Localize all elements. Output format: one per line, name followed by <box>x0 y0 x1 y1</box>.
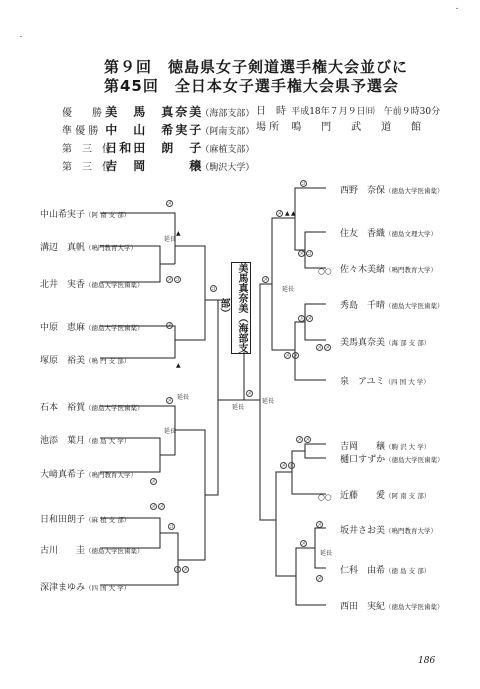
page-number: 186 <box>418 656 436 666</box>
title-line-1: 第９回 徳島県女子剣道選手権大会並びに <box>104 58 409 76</box>
technique-marker: メ <box>285 353 291 359</box>
left-player: 中山希実子（阿 南 支 部） <box>40 210 131 220</box>
technique-marker: メ <box>301 541 307 547</box>
technique-marker: ド <box>299 316 305 322</box>
encho-label: 延長 <box>164 236 177 243</box>
double-circle-marker: ◯◯ <box>318 268 332 275</box>
encho-label: 延長 <box>177 394 190 401</box>
encho-label: 延長 <box>320 550 333 557</box>
left-player: 池添 葉月（徳 島 大 学） <box>40 436 131 446</box>
encho-label: 延長 <box>232 404 245 411</box>
technique-marker: メ <box>293 353 299 359</box>
result-aff: （麻植支部） <box>200 145 255 155</box>
technique-marker: メ <box>167 277 173 283</box>
place-label: 場 所 <box>256 122 280 133</box>
left-player: 溝辺 真帆（鳴門教育大学） <box>40 243 138 253</box>
corner-dot-left: ・ <box>18 34 25 41</box>
result-rank: 準 優 勝 <box>62 126 99 137</box>
technique-marker: コ <box>169 524 175 530</box>
result-rank: 第 三 位 <box>62 144 112 155</box>
result-name: 吉 岡 穣 <box>105 159 204 173</box>
right-player: 秀島 千晴（徳島大学医歯薬） <box>340 301 444 311</box>
left-player: 塚原 裕美（鳴 門 支 部） <box>40 356 131 366</box>
date-label: 日 時 <box>256 106 286 117</box>
result-rank: 第 三 位 <box>62 162 112 173</box>
result-aff: （駒沢大学） <box>200 163 255 173</box>
technique-marker: コ <box>211 286 217 292</box>
technique-marker: メ <box>317 576 323 582</box>
result-name: 美 馬 真奈美 <box>105 105 204 119</box>
place-value: 鳴 門 武 道 館 <box>291 122 422 133</box>
technique-marker: メ <box>325 345 331 351</box>
technique-marker: メ <box>297 437 303 443</box>
technique-marker: メ <box>281 463 287 469</box>
encho-label: 延長 <box>282 286 295 293</box>
triangle-marker: ▲ <box>176 230 181 237</box>
result-rank: 優 勝 <box>62 108 102 119</box>
technique-marker: メ <box>159 504 165 510</box>
technique-marker: メ <box>317 522 323 528</box>
technique-marker: メ <box>305 437 311 443</box>
technique-marker: メ <box>151 479 157 485</box>
right-player: 西田 実紀（徳島大学医歯薬） <box>340 602 444 612</box>
title-line-2: 第45回 全日本女子選手権大会県予選会 <box>104 77 399 95</box>
left-player: 石本 裕賀（徳島大学医歯薬） <box>40 403 144 413</box>
right-player: 近藤 愛（阿 南 支 部） <box>340 491 431 501</box>
left-player: 古川 圭（徳島大学医歯薬） <box>40 546 144 556</box>
result-name: 中 山 希実子 <box>105 123 204 137</box>
technique-marker: メ <box>277 211 283 217</box>
technique-marker: メ <box>167 201 173 207</box>
right-player: 吉岡 穣（駒 沢 大 学） <box>340 442 431 452</box>
left-player: 日和田朗子（麻 植 支 部） <box>40 515 131 525</box>
corner-dot-right: ・ <box>454 6 461 13</box>
triangle-marker: ▲ <box>291 210 296 217</box>
technique-marker: コ <box>175 277 181 283</box>
left-player: 深津まゆみ（四 国 大 学） <box>40 583 131 593</box>
technique-marker: メ <box>151 504 157 510</box>
right-player: 住友 香織（徳島文理大学） <box>340 229 438 239</box>
technique-marker: メ <box>299 251 305 257</box>
left-player: 北井 実香（徳島大学医歯薬） <box>40 280 144 290</box>
right-player: 西野 奈保（徳島大学医歯薬） <box>340 186 444 196</box>
right-player: 樋口すずか（徳島大学医歯薬） <box>340 455 444 465</box>
technique-marker: メ <box>289 463 295 469</box>
technique-marker: メ <box>307 316 313 322</box>
right-player: 佐々木美緒（鳴門教育大学） <box>340 265 438 275</box>
technique-marker: メ <box>183 567 189 573</box>
right-player: 美馬真奈美（海 部 支 部） <box>340 338 431 348</box>
date-value: 平成18年７月９日㈰ 午前９時30分 <box>291 107 441 117</box>
technique-marker: コ <box>307 251 313 257</box>
left-player: 中原 恵麻（徳島大学医歯薬） <box>40 323 144 333</box>
technique-marker: メ <box>175 567 181 573</box>
technique-marker: メ <box>317 345 323 351</box>
right-player: 泉 アユミ（四 国 大 学） <box>340 377 430 387</box>
triangle-marker: ▲ <box>285 210 290 217</box>
right-player: 仁科 由希（徳 島 支 部） <box>340 566 431 576</box>
right-player: 坂井さお美（鳴門教育大学） <box>340 526 438 536</box>
result-aff: （海部支部） <box>200 109 255 119</box>
encho-label: 延長 <box>164 428 177 435</box>
technique-marker: メ <box>167 398 173 404</box>
technique-marker: メ <box>263 277 269 283</box>
triangle-marker: ▲ <box>176 362 181 369</box>
result-name: 日和田 朗 子 <box>105 141 204 155</box>
technique-marker: コ <box>301 181 307 187</box>
champion-box: 美馬真奈美（海部支部） <box>231 262 251 354</box>
technique-marker: メ <box>247 391 253 397</box>
encho-label: 延長 <box>262 398 275 405</box>
left-player: 大﨑真希子（鳴門教育大学） <box>40 470 138 480</box>
result-aff: （阿南支部） <box>200 127 255 137</box>
double-circle-marker: ◯◯ <box>318 494 332 501</box>
technique-marker: メ <box>167 323 173 329</box>
